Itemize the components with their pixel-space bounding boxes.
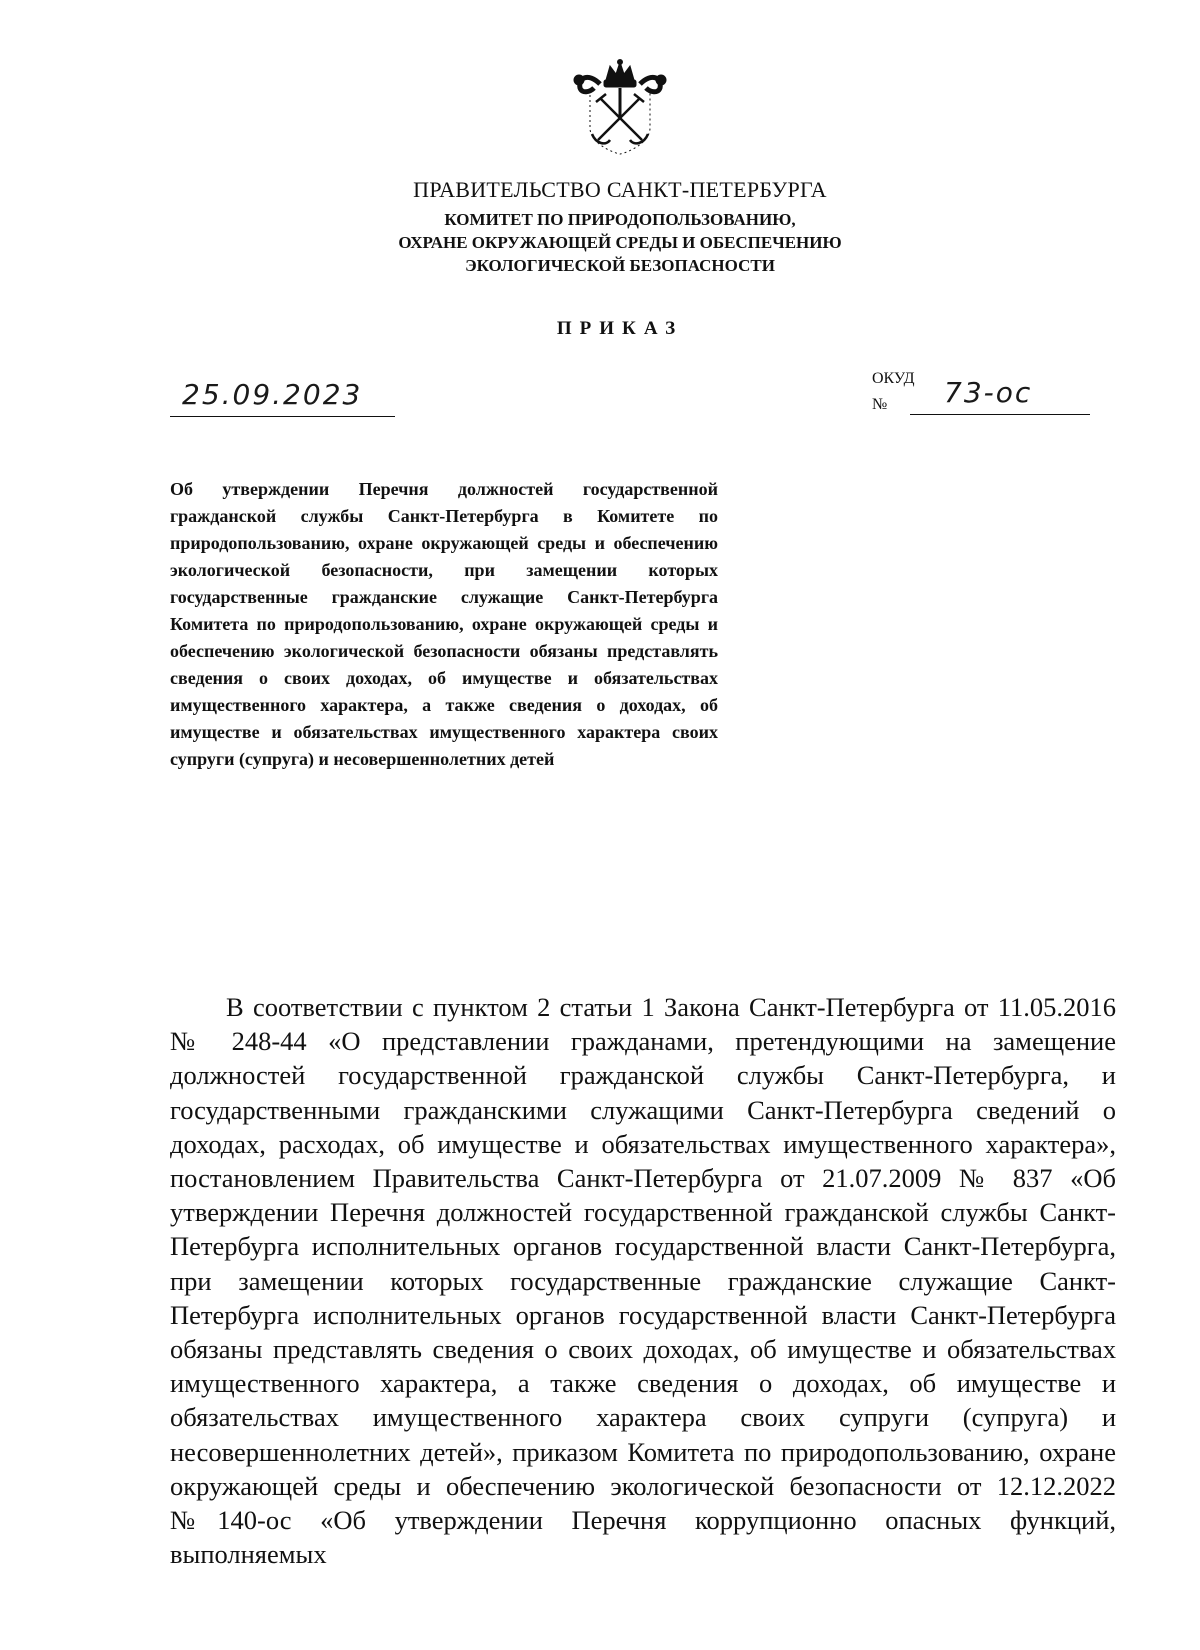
committee-line: ОХРАНЕ ОКРУЖАЮЩЕЙ СРЕДЫ И ОБЕСПЕЧЕНИЮ bbox=[398, 233, 842, 252]
order-date-field bbox=[170, 376, 395, 417]
government-title: ПРАВИТЕЛЬСТВО САНКТ-ПЕТЕРБУРГА bbox=[413, 177, 827, 202]
coat-of-arms-icon bbox=[570, 58, 670, 156]
committee-name bbox=[200, 208, 1040, 277]
order-subject: Об утверждении Перечня должностей государственной гражданской службы Санкт-Петербурга в Комитете по природопользованию, охране окружающей среды и обеспечению экологической безопасности, при замещении которых государственные гражданские служащие Санкт-Петербурга Комитета по природопользованию, охране окружающей среды и обеспечению экологической безопасности обязаны представлять сведения о своих доходах, об имуществе и обязательствах имущественного характера, а также сведения о доходах, об имуществе и обязательствах имущественного характера своих супруги (супруга) и несовершеннолетних детей bbox=[170, 479, 718, 769]
document-type-title: ПРИКАЗ bbox=[556, 318, 684, 339]
okud-label: ОКУД bbox=[872, 370, 915, 387]
order-date: 25.09.2023 bbox=[182, 378, 363, 411]
committee-line: ЭКОЛОГИЧЕСКОЙ БЕЗОПАСНОСТИ bbox=[465, 256, 775, 275]
number-sign: № bbox=[872, 396, 888, 413]
committee-line: КОМИТЕТ ПО ПРИРОДОПОЛЬЗОВАНИЮ, bbox=[444, 210, 796, 229]
order-number: 73-ос bbox=[944, 376, 1033, 409]
order-body-paragraph: В соответствии с пунктом 2 статьи 1 Закона Санкт-Петербурга от 11.05.2016 № 248-44 «О представлении гражданами, претендующими на замещение должностей государственной гражданской службы Санкт-Петербурга, и государственными гражданскими служащими Санкт-Петербурга сведений о доходах, расходах, об имуществе и обязательствах имущественного характера», постановлением Правительства Санкт-Петербурга от 21.07.2009 № 837 «Об утверждении Перечня должностей государственной гражданской службы Санкт-Петербурга исполнительных органов государственной власти Санкт-Петербурга, при замещении которых государственные гражданские служащие Санкт-Петербурга исполнительных органов государственной власти Санкт-Петербурга обязаны представлять сведения о своих доходах, об имуществе и обязательствах имущественного характера, а также сведения о доходах, об имуществе и обязательствах имущественного характера своих супруги (супруга) и несовершеннолетних детей», приказом Комитета по природопользованию, охране окружающей среды и обеспечению экологической безопасности от 12.12.2022 №140-ос «Об утверждении Перечня коррупционно опасных функций, выполняемых bbox=[170, 992, 1116, 1570]
order-number-field bbox=[910, 376, 1090, 415]
